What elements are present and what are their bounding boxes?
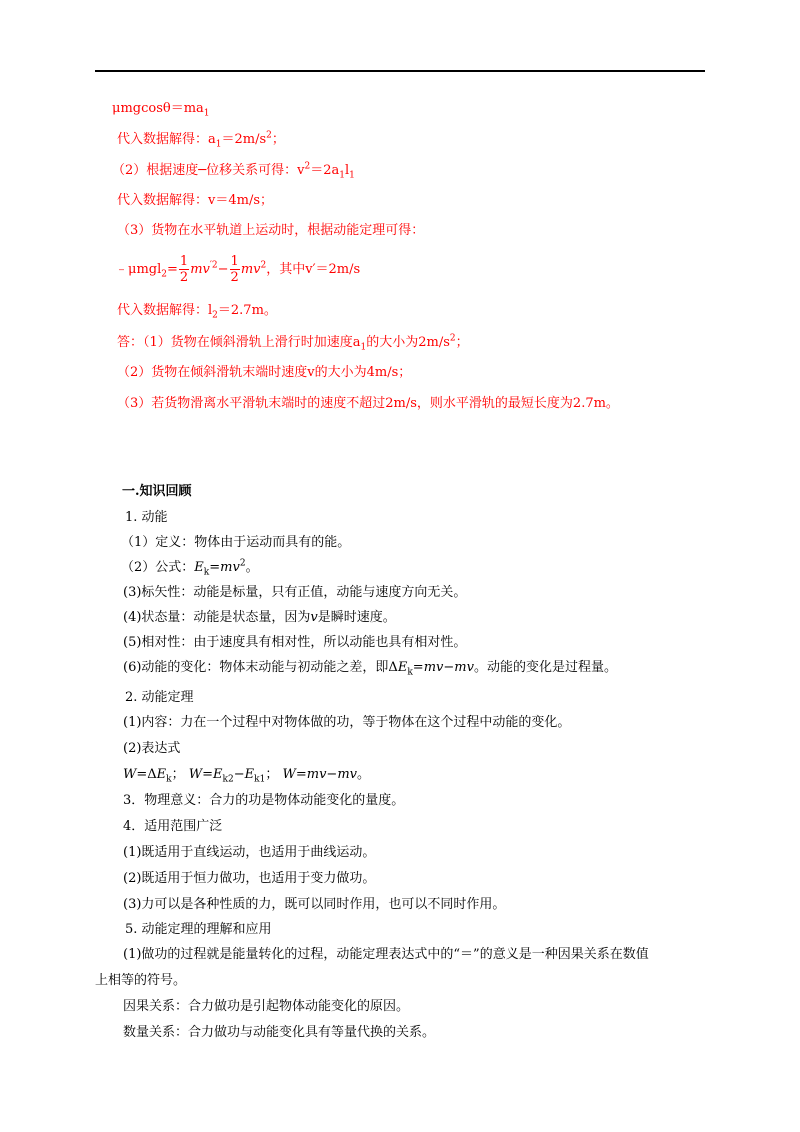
s1-point-4: (4)状态量：动能是状态量，因为v是瞬时速度。 [123,610,396,625]
s1-point-3: (3)标矢性：动能是标量，只有正值，动能与速度方向无关。 [123,585,467,600]
s5-point-1b: 上相等的符号。 [95,973,187,988]
s1-point-6: (6)动能的变化：物体末动能与初动能之差，即$\Delta E_k=mv-mv$。动能的变化是过程量。 [123,660,617,678]
s4-point-1: (1)既适用于直线运动，也适用于曲线运动。 [123,845,376,860]
header-rule [95,70,705,72]
s5-cause: 因果关系：合力做功是引起物体动能变化的原因。 [123,999,410,1014]
s2-point-2: (2)表达式 [123,741,181,756]
solution-line-3: （2）根据速度─位移关系可得：$v^2=2a_1l_1$ [112,161,355,181]
solution-line-4: 代入数据解得：v＝4m/s； [117,193,273,208]
answer-1: 答：（1）货物在倾斜滑轨上滑行时加速度$a_1$的大小为$2m/s^2$； [117,333,469,353]
s3-title: 3．物理意义：合力的功是物体动能变化的量度。 [123,793,405,808]
answer-2: （2）货物在倾斜滑轨末端时速度v的大小为4m/s； [117,365,412,380]
s5-point-1a: (1)做功的过程就是能量转化的过程，动能定理表达式中的“＝”的意义是一种因果关系在数值 [123,947,649,962]
fraction-half-2: $\frac{1}{2}$ [230,254,239,285]
solution-line-5: （3）货物在水平轨道上运动时，根据动能定理可得： [117,223,425,238]
s4-point-3: (3)力可以是各种性质的力，既可以同时作用，也可以不同时作用。 [123,897,506,912]
solution-line-1: $\mu mgcos\theta=ma_1$ [112,101,210,119]
s4-title: 4．适用范围广泛 [123,819,223,834]
s5-title: 5. 动能定理的理解和应用 [125,922,272,937]
s1-title: 1. 动能 [125,510,168,525]
section-heading: 一.知识回顾 [122,484,192,499]
s2-expressions: $W=\Delta E_k$； $W=E_{k2}-E_{k1}$； W=mv−mv。 [123,767,371,785]
fraction-half-1: $\frac{1}{2}$ [179,254,189,285]
s5-quantity: 数量关系：合力做功与动能变化具有等量代换的关系。 [123,1025,436,1040]
answer-3: （3）若货物滑离水平滑轨末端时的速度不超过2m/s，则水平滑轨的最短长度为2.7m。 [117,396,619,411]
energy-equation: ﹣μmgl$_2$= $\frac{1}{2}$ $mv^{'2}-$ $\frac{1}{2}$ $mv^2$，其中v′＝2m/s [115,254,361,285]
s1-formula: （2）公式：$E_k=mv^2$。 [121,558,259,578]
s1-definition: （1）定义：物体由于运动而具有的能。 [121,535,351,550]
solution-line-2: 代入数据解得：$a_1=2m/s^2$； [117,130,285,150]
solution-line-7: 代入数据解得：$l_2=2.7m$。 [117,303,277,321]
s2-title: 2. 动能定理 [125,690,194,705]
s1-point-5: (5)相对性：由于速度具有相对性，所以动能也具有相对性。 [123,635,467,650]
s2-point-1: (1)内容：力在一个过程中对物体做的功，等于物体在这个过程中动能的变化。 [123,715,571,730]
s4-point-2: (2)既适用于恒力做功，也适用于变力做功。 [123,871,376,886]
